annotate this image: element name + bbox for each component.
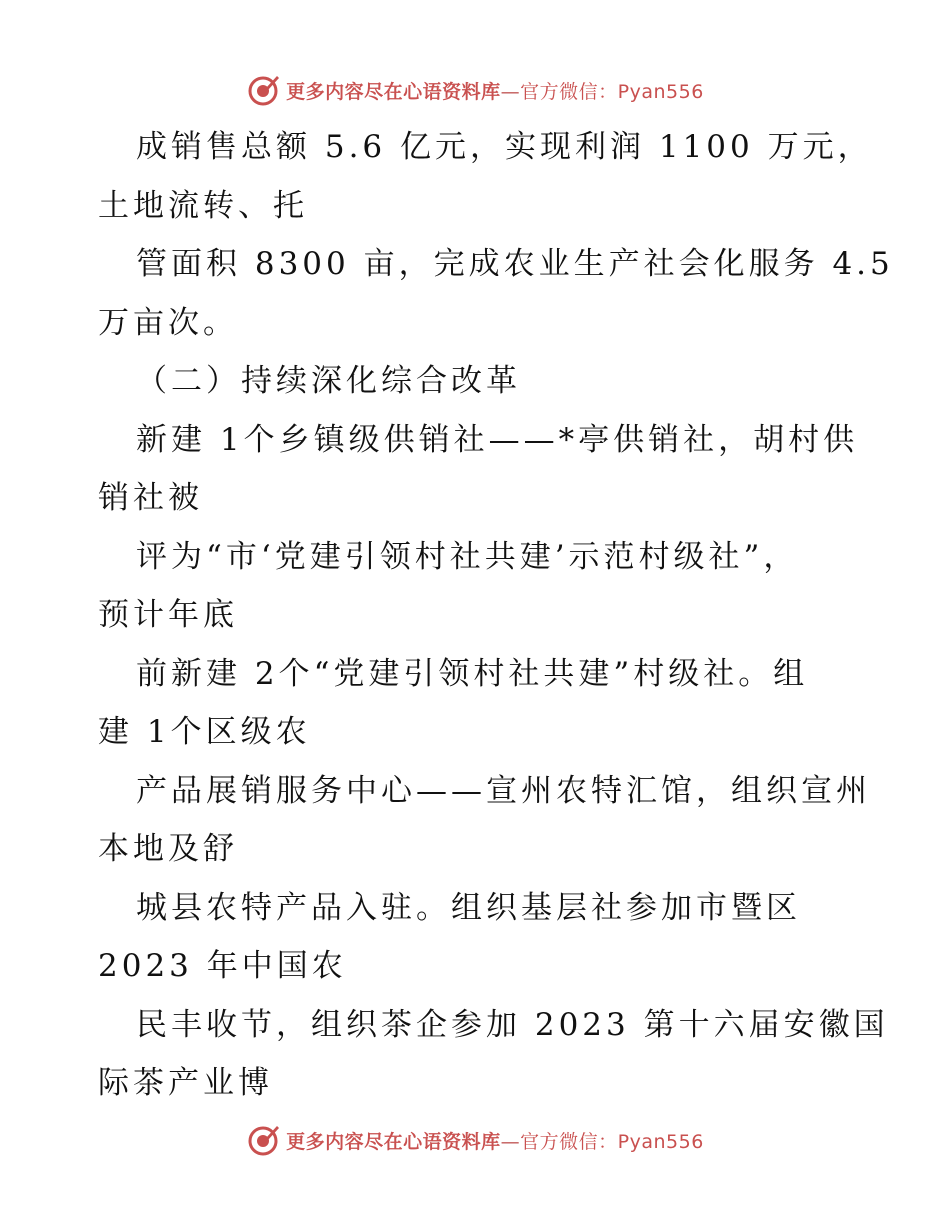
text-line: 新建 1个乡镇级供销社——*亭供销社，胡村供 [136, 421, 859, 458]
text-line: 际茶产业博 [98, 1065, 273, 1101]
text-line: 土地流转、托 [98, 187, 308, 224]
text-line: 2023 年中国农 [98, 948, 347, 984]
quill-seal-icon [246, 1123, 280, 1157]
banner-text: 更多内容尽在心语资料库—官方微信：Pyan556 [286, 80, 704, 103]
header-banner [0, 70, 950, 110]
text-line: 成销售总额 5.6 亿元，实现利润 1100 万元， [136, 129, 873, 165]
text-line: 预计年底 [98, 597, 238, 633]
text-line: 建 1个区级农 [98, 714, 311, 750]
banner-text: 更多内容尽在心语资料库—官方微信：Pyan556 [286, 1130, 704, 1153]
text-line: 评为“市‘党建引领村社共建’示范村级社”， [136, 538, 799, 575]
text-line: 万亩次。 [98, 304, 238, 341]
text-line: 产品展销服务中心——宣州农特汇馆，组织宣州 [136, 772, 871, 809]
text-line: （二）持续深化综合改革 [136, 363, 521, 399]
text-line: 管面积 8300 亩，完成农业生产社会化服务 4.5 [136, 246, 894, 282]
text-line: 城县农特产品入驻。组织基层社参加市暨区 [136, 889, 801, 926]
text-line: 销社被 [98, 480, 203, 516]
quill-seal-icon [246, 73, 280, 107]
footer-banner [0, 1120, 950, 1160]
text-line: 民丰收节，组织茶企参加 2023 第十六届安徽国 [136, 1006, 889, 1043]
text-line: 本地及舒 [98, 831, 238, 867]
document-body [98, 118, 894, 1113]
text-line: 前新建 2个“党建引领村社共建”村级社。组 [136, 655, 809, 692]
